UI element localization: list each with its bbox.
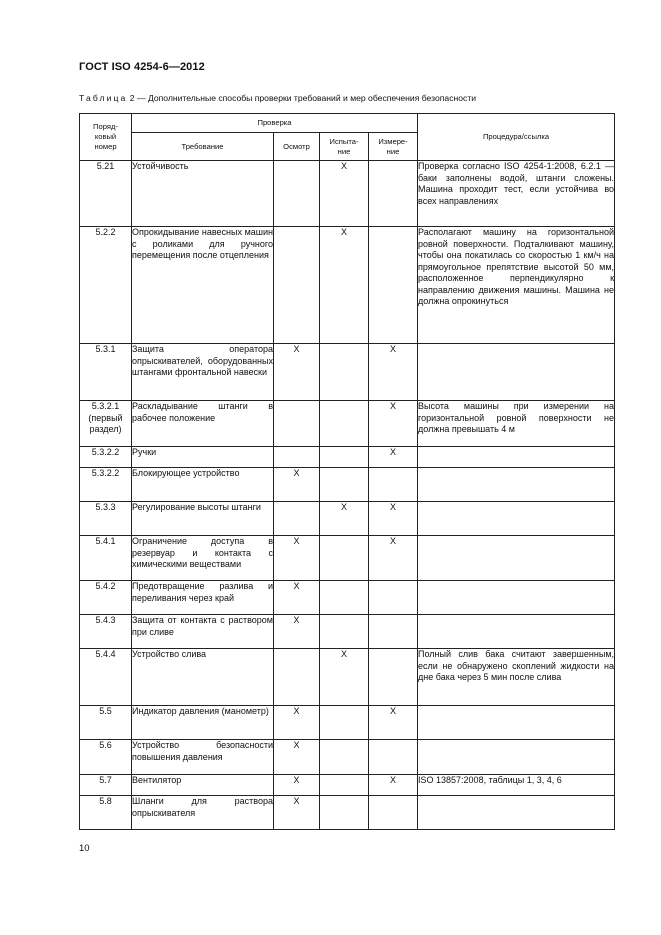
row-test-mark [320, 740, 369, 775]
row-number: 5.21 [80, 161, 132, 227]
row-procedure: ISO 13857:2008, таблицы 1, 3, 4, 6 [418, 775, 615, 796]
row-measurement-mark [369, 796, 418, 830]
row-requirement: Раскладывание штанги в рабочее положение [132, 401, 274, 447]
table-row [80, 649, 615, 706]
header-check: Проверка [132, 114, 418, 133]
table-row [80, 161, 615, 227]
row-requirement: Блокирующее устройство [132, 468, 274, 502]
table-row [80, 227, 615, 344]
table-row [80, 536, 615, 581]
row-test-mark [320, 401, 369, 447]
row-test-mark [320, 447, 369, 468]
row-requirement: Устойчивость [132, 161, 274, 227]
row-measurement-mark: Х [369, 447, 418, 468]
row-number: 5.3.3 [80, 502, 132, 536]
row-test-mark: Х [320, 649, 369, 706]
header-inspection: Осмотр [274, 133, 320, 161]
row-inspection-mark: Х [274, 468, 320, 502]
row-test-mark: Х [320, 502, 369, 536]
row-number: 5.3.2.2 [80, 468, 132, 502]
caption-label: Таблица [79, 93, 128, 103]
row-inspection-mark: Х [274, 615, 320, 649]
row-procedure: Располагают машину на горизонтальной ровной поверхности. Подталкивают машину, чтобы она покатилась со скоростью 1 км/ч на прямоугольное препятствие высотой 50 мм, расположенное перпендикулярно к направлению движения машины. Машина не должна опрокинуться [418, 227, 615, 344]
row-number: 5.4.1 [80, 536, 132, 581]
row-procedure [418, 581, 615, 615]
table-row [80, 740, 615, 775]
row-inspection-mark: Х [274, 581, 320, 615]
row-procedure [418, 468, 615, 502]
row-inspection-mark: Х [274, 536, 320, 581]
document-header: ГОСТ ISO 4254-6—2012 [79, 61, 205, 73]
row-requirement: Ограничение доступа в резервуар и контакта с химическими веществами [132, 536, 274, 581]
row-procedure [418, 447, 615, 468]
row-measurement-mark [369, 468, 418, 502]
row-requirement: Защита от контакта с раствором при сливе [132, 615, 274, 649]
caption-title: 2 — Дополнительные способы проверки требований и мер обеспечения безопасности [127, 93, 477, 103]
row-measurement-mark [369, 740, 418, 775]
header-measurement: Измере-ние [369, 133, 418, 161]
row-number: 5.4.3 [80, 615, 132, 649]
row-inspection-mark: Х [274, 740, 320, 775]
page-number: 10 [79, 843, 90, 854]
row-requirement: Шланги для раствора опрыскивателя [132, 796, 274, 830]
table-row [80, 401, 615, 447]
table-row [80, 581, 615, 615]
table-row [80, 502, 615, 536]
row-number: 5.4.4 [80, 649, 132, 706]
row-number: 5.2.2 [80, 227, 132, 344]
row-measurement-mark: Х [369, 401, 418, 447]
row-number: 5.3.2.1 (первый раздел) [80, 401, 132, 447]
row-inspection-mark: Х [274, 344, 320, 401]
row-procedure: Проверка согласно ISO 4254-1:2008, 6.2.1 — баки заполнены водой, штанги сложены. Машина проходит тест, если устойчива во всех направлениях [418, 161, 615, 227]
row-procedure [418, 706, 615, 740]
table-row [80, 615, 615, 649]
row-procedure [418, 615, 615, 649]
row-test-mark [320, 706, 369, 740]
table-caption [79, 93, 476, 103]
row-inspection-mark [274, 161, 320, 227]
row-test-mark [320, 536, 369, 581]
table-row [80, 706, 615, 740]
row-requirement: Устройство слива [132, 649, 274, 706]
row-measurement-mark [369, 227, 418, 344]
row-inspection-mark [274, 401, 320, 447]
row-measurement-mark [369, 649, 418, 706]
row-requirement: Вентилятор [132, 775, 274, 796]
row-number: 5.5 [80, 706, 132, 740]
row-inspection-mark [274, 502, 320, 536]
row-measurement-mark: Х [369, 536, 418, 581]
row-measurement-mark: Х [369, 344, 418, 401]
row-number: 5.6 [80, 740, 132, 775]
row-measurement-mark: Х [369, 775, 418, 796]
row-requirement: Ручки [132, 447, 274, 468]
row-measurement-mark: Х [369, 706, 418, 740]
row-inspection-mark: Х [274, 706, 320, 740]
row-test-mark [320, 581, 369, 615]
row-test-mark: Х [320, 161, 369, 227]
row-measurement-mark [369, 161, 418, 227]
row-test-mark [320, 796, 369, 830]
row-requirement: Устройство безопасности повышения давления [132, 740, 274, 775]
row-procedure [418, 536, 615, 581]
header-requirement: Требование [132, 133, 274, 161]
row-requirement: Индикатор давления (манометр) [132, 706, 274, 740]
row-inspection-mark [274, 649, 320, 706]
row-test-mark: Х [320, 227, 369, 344]
row-procedure: Полный слив бака считают завершенным, если не обнаружено скоплений жидкости на дне бака через 5 мин после слива [418, 649, 615, 706]
row-measurement-mark: Х [369, 502, 418, 536]
header-procedure: Процедура/ссылка [418, 114, 615, 161]
row-test-mark [320, 468, 369, 502]
row-measurement-mark [369, 581, 418, 615]
row-inspection-mark: Х [274, 775, 320, 796]
header-number: Поряд-ковый номер [80, 114, 132, 161]
row-inspection-mark: Х [274, 796, 320, 830]
row-requirement: Предотвращение разлива и переливания через край [132, 581, 274, 615]
header-test: Испыта-ние [320, 133, 369, 161]
table-row [80, 447, 615, 468]
table-row [80, 775, 615, 796]
table-row [80, 796, 615, 830]
row-procedure: Высота машины при измерении на горизонтальной ровной поверхности не должна превышать 4 м [418, 401, 615, 447]
row-procedure [418, 796, 615, 830]
row-inspection-mark [274, 447, 320, 468]
row-procedure [418, 344, 615, 401]
row-number: 5.8 [80, 796, 132, 830]
row-measurement-mark [369, 615, 418, 649]
row-number: 5.3.2.2 [80, 447, 132, 468]
row-number: 5.7 [80, 775, 132, 796]
row-requirement: Регулирование высоты штанги [132, 502, 274, 536]
row-test-mark [320, 775, 369, 796]
row-procedure [418, 740, 615, 775]
row-test-mark [320, 615, 369, 649]
row-requirement: Опрокидывание навесных машин с роликами для ручного перемещения после отцепления [132, 227, 274, 344]
requirements-table [79, 113, 615, 830]
table-row [80, 344, 615, 401]
row-requirement: Защита оператора опрыскивателей, оборудованных штангами фронтальной навески [132, 344, 274, 401]
table-row [80, 468, 615, 502]
row-inspection-mark [274, 227, 320, 344]
row-number: 5.4.2 [80, 581, 132, 615]
row-number: 5.3.1 [80, 344, 132, 401]
row-procedure [418, 502, 615, 536]
row-test-mark [320, 344, 369, 401]
